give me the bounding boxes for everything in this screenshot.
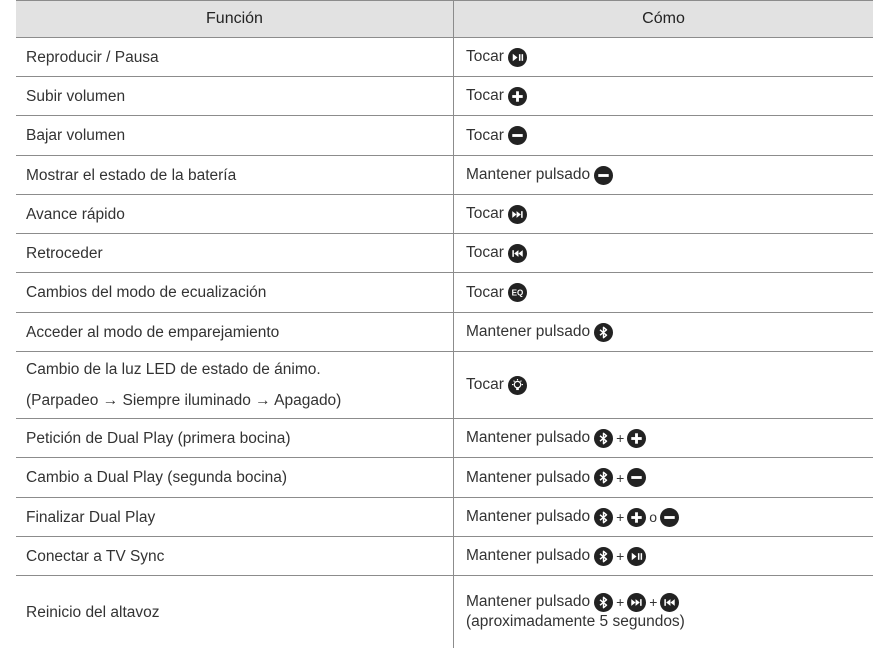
eq-icon (508, 283, 527, 302)
how-cell: Tocar (466, 205, 504, 222)
function-cell: Bajar volumen (26, 127, 126, 144)
forward-icon (627, 593, 646, 612)
header-how: Cómo (642, 10, 685, 27)
function-cell: Retroceder (26, 244, 103, 262)
table-row (16, 234, 873, 273)
how-note: (aproximadamente 5 segundos) (466, 613, 685, 630)
plus-icon (508, 87, 527, 106)
how-cell: Tocar (466, 126, 504, 144)
function-cell: Cambios del modo de ecualización (26, 284, 267, 301)
function-cell: Cambio a Dual Play (segunda bocina) (26, 469, 288, 486)
function-cell: Petición de Dual Play (primera bocina) (26, 429, 291, 447)
how-cell: Mantener pulsado (466, 508, 591, 525)
table-row (16, 38, 873, 77)
plus-sign: + (616, 548, 625, 564)
bluetooth-icon (594, 508, 613, 527)
function-cell: Subir volumen (26, 87, 126, 105)
minus-icon (627, 468, 646, 487)
how-cell: Mantener pulsado (466, 468, 591, 486)
function-cell-line2: (Parpadeo → Siempre iluminado → Apagado) (26, 392, 342, 409)
how-cell: Mantener pulsado (466, 593, 591, 610)
play-pause-icon (627, 547, 646, 566)
function-cell: Acceder al modo de emparejamiento (26, 323, 280, 341)
rewind-icon (508, 244, 527, 263)
table-row (16, 537, 873, 576)
plus-sign: + (649, 594, 658, 610)
plus-sign: + (616, 594, 625, 610)
table-row (16, 156, 873, 195)
how-cell: Tocar (466, 48, 504, 65)
table-row (16, 273, 873, 313)
svg-text:EQ: EQ (511, 288, 524, 298)
how-cell: Tocar (466, 87, 504, 104)
forward-icon (508, 205, 527, 224)
how-cell: Mantener pulsado (466, 166, 591, 183)
table-row (16, 313, 873, 352)
how-cell: Tocar (466, 244, 504, 261)
bluetooth-icon (594, 593, 613, 612)
function-cell: Mostrar el estado de la batería (26, 166, 237, 184)
table-row (16, 458, 873, 498)
how-cell: Tocar (466, 376, 504, 393)
table-row (16, 77, 873, 116)
table-row (16, 195, 873, 234)
table-row (16, 116, 873, 156)
function-cell-line1: Cambio de la luz LED de estado de ánimo. (26, 361, 321, 378)
function-table (16, 0, 873, 648)
play-pause-icon (508, 48, 527, 67)
minus-icon (594, 166, 613, 185)
plus-icon (627, 429, 646, 448)
how-cell: Mantener pulsado (466, 547, 591, 564)
plus-sign: + (616, 430, 625, 446)
bluetooth-icon (594, 468, 613, 487)
how-cell: Mantener pulsado (466, 323, 591, 340)
minus-icon (660, 508, 679, 527)
header-function: Función (206, 10, 263, 27)
function-cell: Reproducir / Pausa (26, 48, 159, 66)
bluetooth-icon (594, 429, 613, 448)
bluetooth-icon (594, 323, 613, 342)
or-text: o (649, 509, 658, 525)
bulb-icon (508, 376, 527, 395)
table-row (16, 419, 873, 458)
how-cell: Mantener pulsado (466, 429, 591, 446)
function-cell: Avance rápido (26, 205, 125, 223)
function-cell: Finalizar Dual Play (26, 508, 156, 526)
rewind-icon (660, 593, 679, 612)
table-row (16, 576, 873, 648)
table-row (16, 352, 873, 419)
bluetooth-icon (594, 547, 613, 566)
minus-icon (508, 126, 527, 145)
table-row (16, 498, 873, 537)
plus-sign: + (616, 469, 625, 486)
function-cell: Conectar a TV Sync (26, 547, 165, 565)
how-cell: Tocar (466, 283, 504, 301)
table-header (16, 0, 873, 38)
plus-icon (627, 508, 646, 527)
function-cell: Reinicio del altavoz (26, 603, 160, 621)
plus-sign: + (616, 509, 625, 525)
